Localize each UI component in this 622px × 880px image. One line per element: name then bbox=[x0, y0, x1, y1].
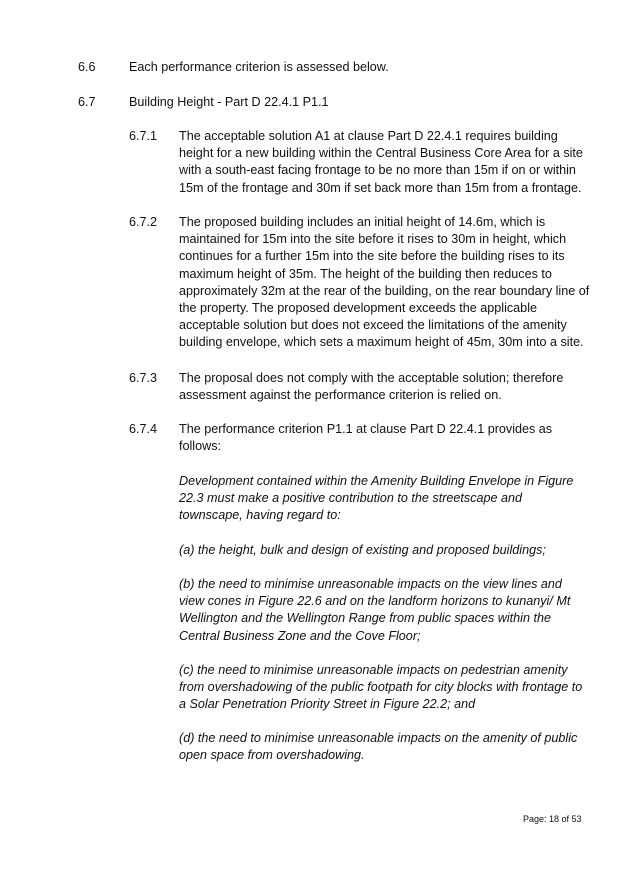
subsection-number: 6.7.3 bbox=[129, 371, 158, 385]
quote-item-a bbox=[179, 542, 581, 559]
text-line: building envelope, which sets a maximum height of 45m, 30m into a site. bbox=[179, 335, 584, 350]
text-line: (c) the need to minimise unreasonable impacts on pedestrian amenity bbox=[179, 663, 568, 677]
text-line: Each performance criterion is assessed below. bbox=[129, 60, 389, 74]
text-line: The performance criterion P1.1 at clause Part D 22.4.1 provides as bbox=[179, 422, 553, 436]
text-line: continues for a further 15m into the site before the building rises to its bbox=[179, 249, 565, 264]
text-line: Building Height - Part D 22.4.1 P1.1 bbox=[129, 95, 329, 109]
text-line: open space from overshadowing. bbox=[179, 748, 365, 763]
text-line: Development contained within the Amenity Building Envelope in Figure bbox=[179, 474, 574, 488]
section-number: 6.7 bbox=[78, 95, 96, 109]
text-line: (d) the need to minimise unreasonable impacts on the amenity of public bbox=[179, 731, 578, 745]
quote-item-d bbox=[179, 730, 581, 764]
section-number: 6.6 bbox=[78, 60, 96, 74]
section-heading bbox=[129, 94, 569, 111]
subsection-paragraph bbox=[179, 214, 590, 352]
quote-item-b bbox=[179, 576, 581, 645]
text-line: from overshadowing of the public footpath for city blocks with frontage to bbox=[179, 680, 583, 695]
section-text bbox=[129, 59, 569, 76]
text-line: (b) the need to minimise unreasonable impacts on the view lines and bbox=[179, 577, 562, 591]
text-line: (a) the height, bulk and design of existing and proposed buildings; bbox=[179, 543, 546, 557]
text-line: 15m of the frontage and 30m if set back more than 15m from a frontage. bbox=[179, 180, 582, 195]
text-line: Central Business Zone and the Cove Floor; bbox=[179, 628, 421, 643]
text-line: a Solar Penetration Priority Street in Figure 22.2; and bbox=[179, 697, 476, 712]
text-line: 22.3 must make a positive contribution to the streetscape and bbox=[179, 491, 523, 506]
subsection-paragraph bbox=[179, 421, 581, 455]
subsection-number: 6.7.2 bbox=[129, 215, 158, 229]
text-line: maximum height of 35m. The height of the building then reduces to bbox=[179, 266, 552, 281]
text-line: The acceptable solution A1 at clause Part D 22.4.1 requires building bbox=[179, 129, 558, 143]
text-line: follows: bbox=[179, 439, 221, 454]
subsection-paragraph bbox=[179, 128, 581, 197]
text-line: The proposed building includes an initial height of 14.6m, which is bbox=[179, 215, 546, 229]
text-line: assessment against the performance criterion is relied on. bbox=[179, 388, 502, 403]
text-line: approximately 32m at the rear of the building, on the rear boundary line of bbox=[179, 283, 590, 298]
text-line: with a south-east facing frontage to be no more than 15m if on or within bbox=[179, 163, 576, 178]
text-line: height for a new building within the Central Business Core Area for a site bbox=[179, 146, 583, 161]
quote-item-c bbox=[179, 662, 581, 714]
subsection-number: 6.7.1 bbox=[129, 129, 158, 143]
text-line: The proposal does not comply with the acceptable solution; therefore bbox=[179, 371, 564, 385]
text-line: Wellington and the Wellington Range from public spaces within the bbox=[179, 611, 551, 626]
subsection-number: 6.7.4 bbox=[129, 422, 158, 436]
text-line: view cones in Figure 22.6 and on the landform horizons to kunanyi/ Mt bbox=[179, 594, 571, 609]
quote-intro bbox=[179, 473, 581, 525]
text-line: the property. The proposed development exceeds the applicable bbox=[179, 301, 537, 316]
page-number: Page: 18 of 53 bbox=[523, 814, 582, 824]
text-line: acceptable solution but does not exceed the limitations of the amenity bbox=[179, 318, 567, 333]
text-line: townscape, having regard to: bbox=[179, 508, 341, 523]
subsection-paragraph bbox=[179, 370, 581, 404]
text-line: maintained for 15m into the site before it rises to 30m in height, which bbox=[179, 232, 567, 247]
